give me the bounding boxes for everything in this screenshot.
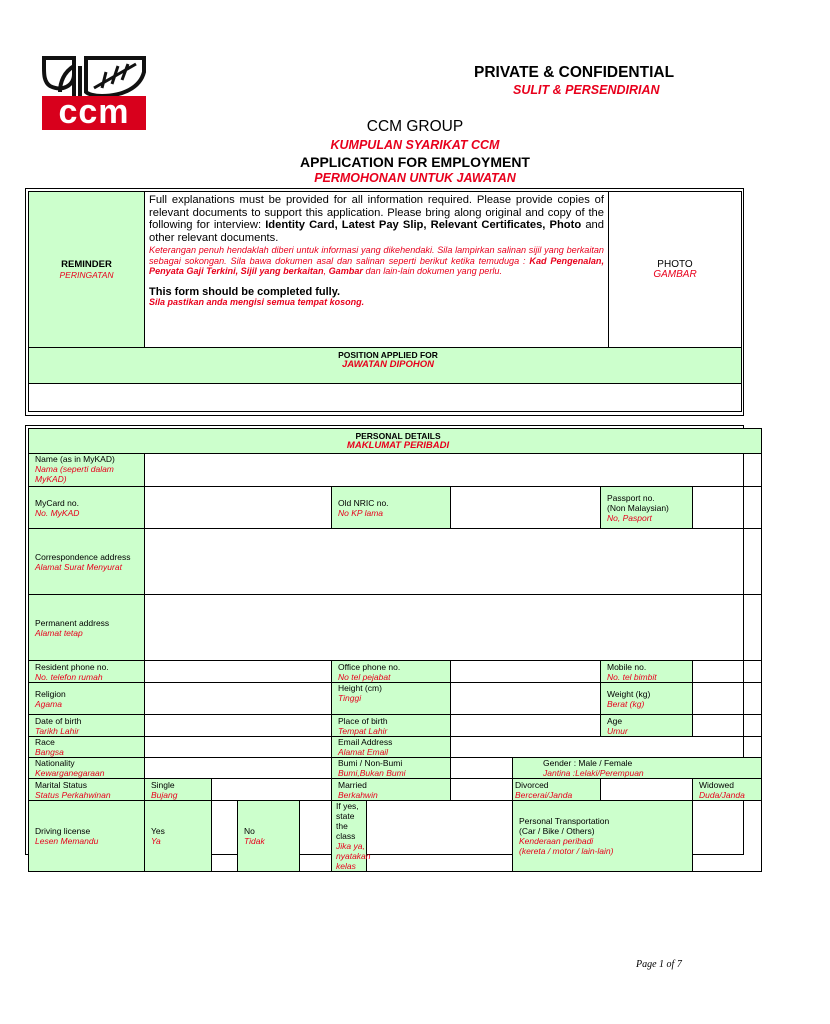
- dob-label-cell: [29, 715, 145, 737]
- reminder-text-c: and other relevant documents.: [149, 219, 604, 244]
- widowed-label-ms: Duda/Janda: [699, 789, 745, 800]
- height-input[interactable]: [451, 683, 601, 715]
- offphone-label: Office phone no.: [338, 661, 401, 672]
- position-label-ms: JAWATAN DIPOHON: [341, 359, 434, 370]
- race-label: Race: [35, 737, 55, 747]
- single-label: Single: [151, 779, 175, 790]
- religion-label-ms: Agama: [35, 698, 62, 709]
- transport-label: Personal Transportation: [519, 816, 610, 826]
- personal-header: [29, 429, 762, 454]
- transport-label-ms: Kenderaan peribadi: [519, 836, 594, 846]
- position-input[interactable]: [29, 384, 742, 412]
- reminder-ms-docs: Kad Pengenalan, Penyata Gaji Terkini, Sijil yang berkaitan: [149, 255, 605, 276]
- bumi-label-ms: Bumi,Bukan Bumi: [338, 768, 406, 778]
- reminder-table: [28, 191, 742, 412]
- perm-address-label-ms: Alamat tetap: [35, 627, 83, 638]
- pob-label-ms: Tempat Lahir: [338, 725, 388, 736]
- license-no-label: No: [244, 826, 255, 836]
- corr-address-label: Correspondence address: [35, 551, 131, 562]
- mobile-input[interactable]: [693, 661, 762, 683]
- gender-label-ms: Jantina :Lelaki/Perempuan: [543, 768, 644, 778]
- license-class-label-cell: [332, 801, 371, 872]
- nationality-label-ms: Kewarganegaraan: [35, 768, 105, 778]
- race-label-cell: [29, 737, 145, 758]
- license-no-label-cell: [238, 801, 300, 872]
- license-yes-label-cell: [145, 801, 212, 872]
- dob-label-ms: Tarikh Lahir: [35, 725, 80, 736]
- resphone-label-cell: [29, 661, 145, 683]
- widowed-label-cell: [693, 779, 762, 801]
- company-subtitle: KUMPULAN SYARIKAT CCM: [330, 138, 500, 152]
- weight-label: Weight (kg): [607, 688, 651, 699]
- gender-label-cell: [513, 758, 762, 779]
- name-label-ms: Nama (seperti dalam MyKAD): [35, 464, 114, 484]
- single-label-ms: Bujang: [151, 789, 178, 800]
- religion-input[interactable]: [145, 683, 332, 715]
- oldnric-label: Old NRIC no.: [338, 497, 389, 508]
- corr-address-label-ms: Alamat Surat Menyurat: [35, 561, 122, 572]
- page-number: Page 1 of 7: [636, 959, 682, 970]
- oldnric-input[interactable]: [451, 487, 601, 529]
- email-label-cell: [332, 737, 451, 758]
- mobile-label-cell: [601, 661, 693, 683]
- single-label-cell: [145, 779, 212, 801]
- reminder-label-ms: PERINGATAN: [59, 269, 114, 280]
- passport-label-2: (Non Malaysian): [607, 502, 669, 513]
- widowed-label: Widowed: [699, 779, 734, 790]
- passport-label-ms: No, Pasport: [607, 512, 652, 523]
- weight-label-ms: Berat (kg): [607, 698, 645, 709]
- offphone-input[interactable]: [451, 661, 601, 683]
- married-label-ms: Berkahwin: [338, 789, 378, 800]
- personal-table: [28, 428, 762, 872]
- dob-input[interactable]: [145, 715, 332, 737]
- height-label-ms: Tinggi: [338, 693, 362, 703]
- nationality-input[interactable]: [145, 758, 332, 779]
- divorced-label: Divorced: [515, 779, 549, 790]
- position-header: [29, 348, 742, 384]
- bumi-label-cell: [332, 758, 451, 779]
- confidential-subtitle: SULIT & PERSENDIRIAN: [513, 83, 660, 97]
- resphone-label: Resident phone no.: [35, 661, 109, 672]
- reminder-text-cell: [145, 192, 609, 348]
- marital-label: Marital Status: [35, 779, 87, 790]
- reminder-label-cell: [29, 192, 145, 348]
- married-label: Married: [338, 779, 367, 790]
- reminder-ms-sep: ,: [323, 266, 329, 276]
- photo-box[interactable]: [609, 192, 742, 348]
- transport-label-2: (Car / Bike / Others): [519, 826, 595, 836]
- mycard-input[interactable]: [145, 487, 332, 529]
- married-label-cell: [332, 779, 451, 801]
- offphone-label-cell: [332, 661, 451, 683]
- nationality-label: Nationality: [35, 758, 75, 768]
- email-label: Email Address: [338, 737, 393, 747]
- license-class-label-ms: Jika ya, nyatakan kelas: [336, 841, 371, 871]
- age-input[interactable]: [693, 715, 762, 737]
- height-label: Height (cm): [338, 683, 382, 693]
- nationality-label-cell: [29, 758, 145, 779]
- mobile-label: Mobile no.: [607, 661, 647, 672]
- photo-label: PHOTO: [657, 258, 693, 270]
- license-label: Driving license: [35, 826, 91, 836]
- age-label-ms: Umur: [607, 725, 628, 736]
- position-label: POSITION APPLIED FOR: [338, 350, 438, 360]
- email-input[interactable]: [451, 737, 762, 758]
- resphone-input[interactable]: [145, 661, 332, 683]
- resphone-label-ms: No. telefon rumah: [35, 671, 103, 682]
- form-subtitle: PERMOHONAN UNTUK JAWATAN: [314, 171, 516, 185]
- transport-label-cell: [513, 801, 693, 872]
- name-label: Name (as in MyKAD): [35, 454, 115, 464]
- age-label-cell: [601, 715, 693, 737]
- height-label-cell: [332, 683, 451, 715]
- weight-label-cell: [601, 683, 693, 715]
- divorced-label-ms: Bercerai/Janda: [515, 789, 573, 800]
- license-label-cell: [29, 801, 145, 872]
- bumi-input[interactable]: [451, 758, 513, 779]
- passport-label-cell: [601, 487, 693, 529]
- divorced-checkbox[interactable]: [601, 779, 693, 801]
- license-yes-checkbox[interactable]: [212, 801, 238, 872]
- corr-address-label-cell: [29, 529, 145, 595]
- license-yes-label-ms: Ya: [151, 836, 161, 846]
- religion-label-cell: [29, 683, 145, 715]
- license-no-checkbox[interactable]: [300, 801, 332, 872]
- reminder-label: REMINDER: [61, 258, 112, 270]
- reminder-text-a: Full explanations must be provided for all information required. Please provide copies of relevant documents to support this application. Please bring along original and copy of the following for interview:: [149, 194, 604, 231]
- perm-address-label-cell: [29, 595, 145, 661]
- form-title: APPLICATION FOR EMPLOYMENT: [300, 154, 530, 170]
- mycard-label-cell: [29, 487, 145, 529]
- photo-label-ms: GAMBAR: [653, 268, 697, 280]
- personal-title: PERSONAL DETAILS: [355, 431, 441, 441]
- corr-address-input[interactable]: [145, 529, 762, 595]
- reminder-ms-a: Keterangan penuh hendaklah diberi untuk informasi yang dikehendaki. Sila lampirkan salinan sijil yang berkaitan sebagai sokongan. Sila bawa dokumen asal dan salinan seperti berikut ketika temuduga :: [149, 245, 604, 266]
- perm-address-input[interactable]: [145, 595, 762, 661]
- bumi-label: Bumi / Non-Bumi: [338, 758, 403, 768]
- transport-input[interactable]: [693, 801, 762, 872]
- perm-address-label: Permanent address: [35, 617, 110, 628]
- pob-label: Place of birth: [338, 715, 388, 726]
- marital-label-ms: Status Perkahwinan: [35, 789, 111, 800]
- passport-label: Passport no.: [607, 492, 655, 503]
- email-label-ms: Alamat Email: [338, 747, 389, 757]
- reminder-docs: Identity Card, Latest Pay Slip, Relevant Certificates, Photo: [265, 219, 582, 231]
- pob-label-cell: [332, 715, 451, 737]
- reminder-ms-photo: Gambar: [328, 266, 363, 276]
- gender-label: Gender : Male / Female: [543, 758, 633, 768]
- reminder-ms-e: dan lain-lain dokumen yang perlu.: [362, 266, 502, 276]
- oldnric-label-ms: No KP lama: [338, 507, 384, 518]
- transport-label-ms-2: (kereta / motor / lain-lain): [519, 846, 614, 856]
- passport-input[interactable]: [693, 487, 762, 529]
- pob-input[interactable]: [451, 715, 601, 737]
- weight-input[interactable]: [693, 683, 762, 715]
- divorced-label-cell: [513, 779, 601, 801]
- company-title: CCM GROUP: [366, 118, 464, 135]
- license-no-label-ms: Tidak: [244, 836, 265, 846]
- single-checkbox[interactable]: [212, 779, 332, 801]
- oldnric-label-cell: [332, 487, 451, 529]
- race-label-ms: Bangsa: [35, 747, 64, 757]
- license-class-input[interactable]: [367, 801, 513, 872]
- dob-label: Date of birth: [35, 715, 82, 726]
- name-input[interactable]: [145, 454, 762, 487]
- race-input[interactable]: [145, 737, 332, 758]
- complete-notice: This form should be completed fully.: [149, 285, 341, 298]
- complete-notice-ms: Sila pastikan anda mengisi semua tempat kosong.: [149, 296, 365, 307]
- mycard-label-ms: No. MyKAD: [35, 507, 80, 518]
- name-label-cell: [29, 454, 145, 487]
- confidential-title: PRIVATE & CONFIDENTIAL: [474, 64, 675, 81]
- mobile-label-ms: No. tel bimbit: [607, 671, 657, 682]
- age-label: Age: [607, 715, 623, 726]
- license-label-ms: Lesen Memandu: [35, 836, 99, 846]
- offphone-label-ms: No tel pejabat: [338, 671, 391, 682]
- personal-title-ms: MAKLUMAT PERIBADI: [346, 440, 450, 451]
- license-yes-label: Yes: [151, 826, 165, 836]
- logo-wordmark: ccm: [42, 96, 146, 130]
- mycard-label: MyCard no.: [35, 497, 79, 508]
- marital-label-cell: [29, 779, 145, 801]
- religion-label: Religion: [35, 688, 66, 699]
- married-checkbox[interactable]: [451, 779, 513, 801]
- license-class-label: If yes, state the class: [336, 801, 359, 841]
